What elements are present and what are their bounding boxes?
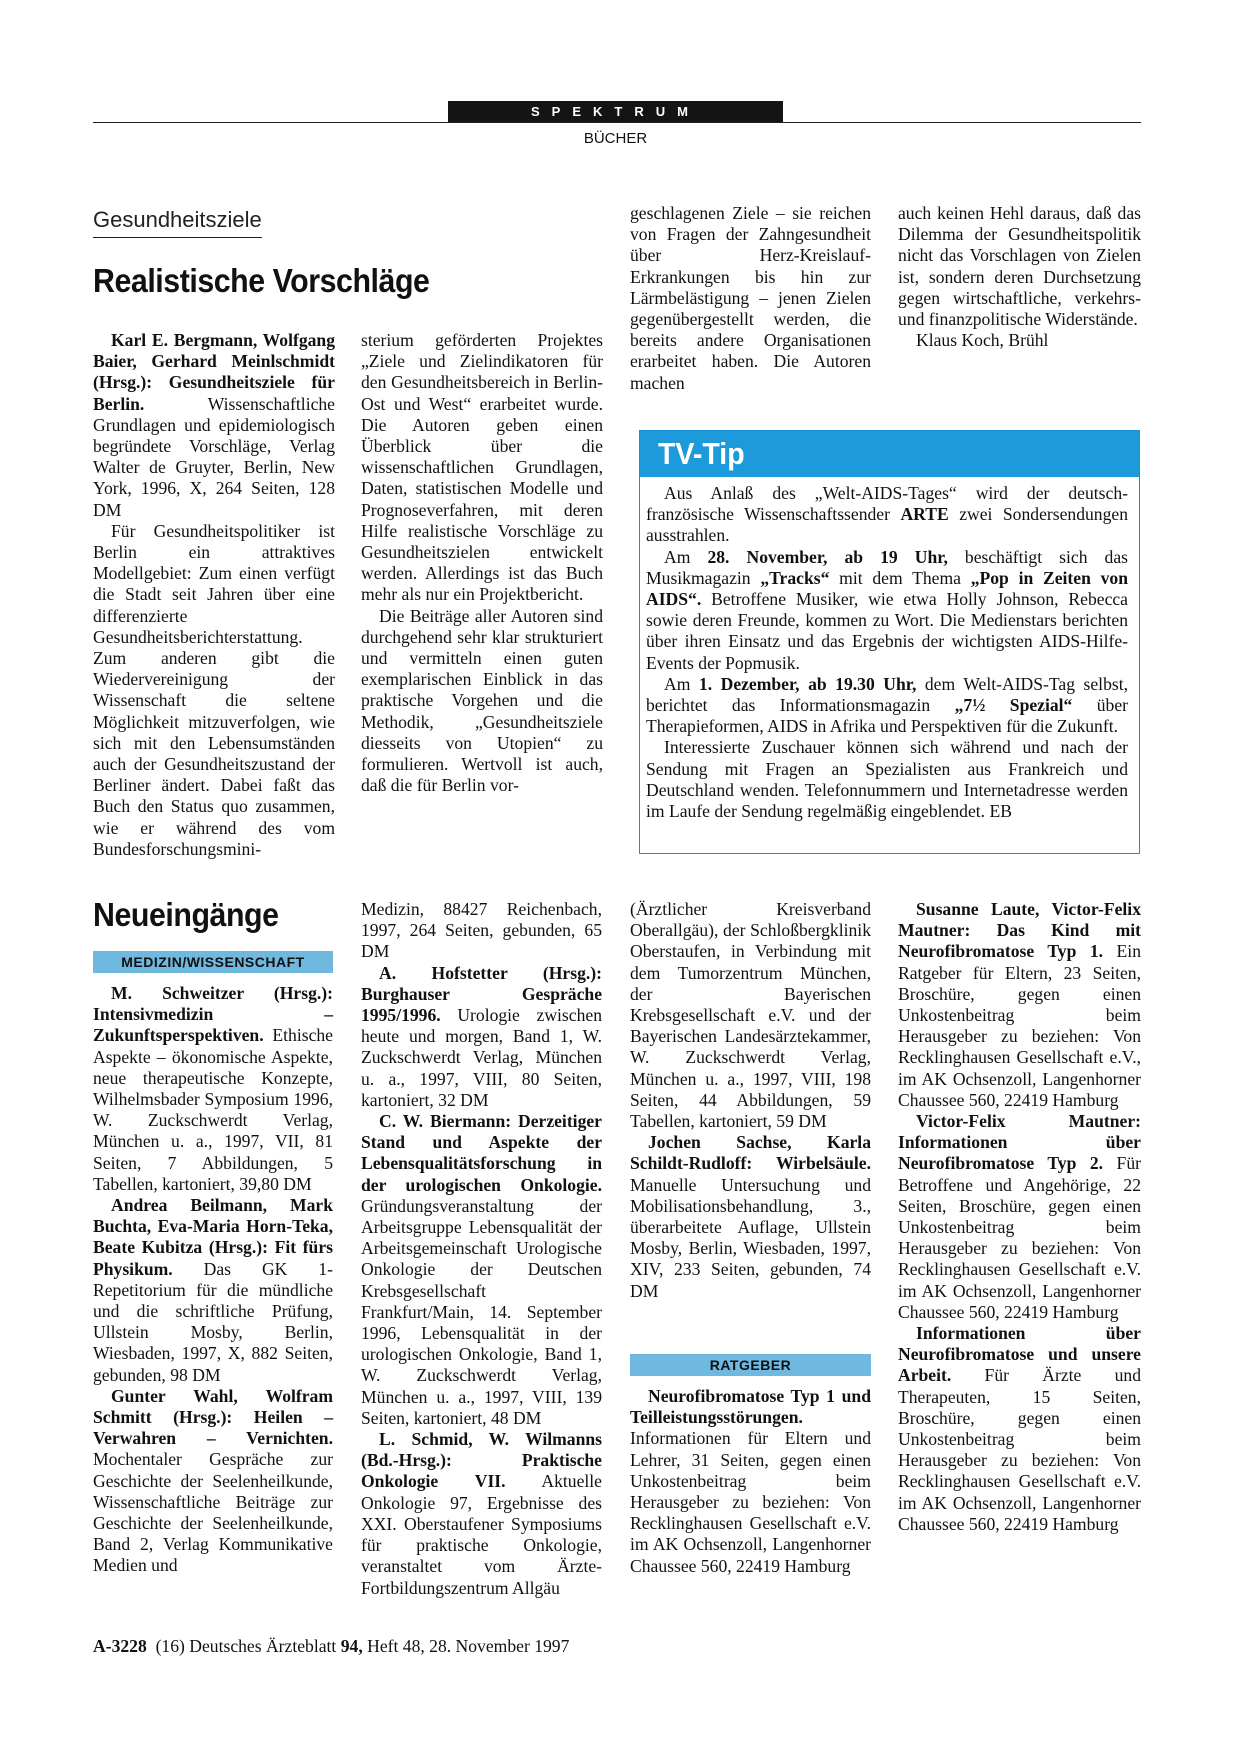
article-column-4	[898, 203, 1141, 351]
paragraph: Die Beiträge aller Autoren sind durchgehend sehr klar strukturiert und vermitteln einen guten exemplarischen Einblick in das praktische Vorgehen und die Methodik, „Gesundheitsziele diesseits von Utopien“ zu formulieren. Wertvoll ist auch, daß die für Berlin vor-	[361, 605, 603, 796]
list-item: L. Schmid, W. Wilmanns (Bd.-Hrsg.): Praktische Onkologie VII. Aktuelle Onkologie 97, Ergebnisse des XXI. Oberstaufener Symposiums für praktische Onkologie, veranstaltet vom Ärzte-Fortbildungszentrum Allgäu	[361, 1429, 602, 1598]
paragraph: Interessierte Zuschauer können sich während und nach der Sendung mit Fragen an Spezialisten aus Frankreich und Deutschland wenden. Telefonnummern und Internetadresse werden im Laufe der Sendung regelmäßig eingeblendet. EB	[646, 737, 1128, 822]
article-headline: Realistische Vorschläge	[93, 262, 430, 299]
category-ratgeber: RATGEBER	[630, 1354, 871, 1376]
section-bar: SPEKTRUM	[448, 101, 783, 123]
page-code: A-3228	[93, 1636, 147, 1656]
article-kicker: Gesundheitsziele	[93, 207, 262, 238]
paragraph: Am 28. November, ab 19 Uhr, beschäftigt sich das Musikmagazin „Tracks“ mit dem Thema „Pop in Zeiten von AIDS“. Betroffene Musiker, wie etwa Holly Johnson, Rebecca sowie deren Freunde, kommen zu Wort. Die Medienstars berichten über ihren Einsatz und das Ergebnis der wichtigsten AIDS-Hilfe-Events der Popmusik.	[646, 546, 1128, 673]
tv-tip-body	[646, 483, 1128, 822]
section-label: BÜCHER	[583, 130, 648, 147]
page-footer: A-3228 (16) Deutsches Ärzteblatt 94, Heft 48, 28. November 1997	[93, 1636, 570, 1656]
paragraph: Für Gesundheitspolitiker ist Berlin ein attraktives Modellgebiet: Zum einen verfügt die Stadt seit Jahren über eine differenzierte Gesundheitsberichterstattung. Zum anderen gibt die Wiedervereinigung der Wissenschaft die seltene Möglichkeit mitzuverfolgen, wie sich mit den Lebensumständen auch der Gesundheitszustand der Berliner ändert. Dabei faßt das Buch den Status quo zusammen, wie er während des vom Bundesforschungsmini-	[93, 520, 335, 859]
list-item: Victor-Felix Mautner: Informationen über Neurofibromatose Typ 2. Für Betroffene und Angehörige, 22 Seiten, Broschüre, gegen einen Unkostenbeitrag beim Herausgeber zu beziehen: Von Recklinghausen Gesellschaft e.V. im AK Ochsenzoll, Langenhorner Chaussee 560, 22419 Hamburg	[898, 1111, 1142, 1322]
tv-tip-box	[639, 430, 1140, 854]
list-item: Gunter Wahl, Wolfram Schmitt (Hrsg.): Heilen – Verwahren – Vernichten. Mochentaler Gespräche zur Geschichte der Seelenheilkunde, Wissenschaftliche Beiträge zur Geschichte der Seelenheilkunde, Band 2, Verlag Kommunikative Medien und	[93, 1385, 333, 1576]
list-item: Neurofibromatose Typ 1 und Teilleistungsstörungen. Informationen für Eltern und Lehrer, 31 Seiten, gegen einen Unkostenbeitrag beim Herausgeber zu beziehen: Von Recklinghausen Gesellschaft e.V. im AK Ochsenzoll, Langenhorner Chaussee 560, 22419 Hamburg	[630, 1386, 871, 1576]
volume-number: 94,	[340, 1636, 363, 1656]
ratgeber-column	[630, 1386, 871, 1577]
list-item: Jochen Sachse, Karla Schildt-Rudloff: Wirbelsäule. Manuelle Untersuchung und Mobilisationsbehandlung, 3., überarbeitete Auflage, Ullstein Mosby, Berlin, Wiesbaden, 1997, XIV, 233 Seiten, gebunden, 74 DM	[630, 1132, 871, 1301]
paragraph: auch keinen Hehl daraus, daß das Dilemma der Gesundheitspolitik nicht das Vorschlagen von Zielen ist, sondern deren Durchsetzung gegen wirtschaftliche, verkehrs- und finanzpolitische Widerstände.	[898, 203, 1141, 330]
neueingaenge-column-4	[898, 899, 1141, 1535]
paragraph: Am 1. Dezember, ab 19.30 Uhr, dem Welt-AIDS-Tag selbst, berichtet das Informationsmagazin „7½ Spezial“ über Therapieformen, AIDS in Afrika und Perspektiven für die Zukunft.	[646, 673, 1129, 737]
tv-tip-title: TV-Tip	[658, 436, 745, 471]
list-item: C. W. Biermann: Derzeitiger Stand und Aspekte der Lebensqualitätsforschung in der urologischen Onkologie. Gründungsveranstaltung der Arbeitsgruppe Lebensqualität der Arbeitsgemeinschaft Urologische Onkologie der Deutschen Krebsgesellschaft Frankfurt/Main, 14. September 1996, Lebensqualität in der urologischen Onkologie, Band 1, W. Zuckschwerdt Verlag, München u. a., 1997, VIII, 139 Seiten, kartoniert, 48 DM	[361, 1111, 602, 1428]
article-author: Klaus Koch, Brühl	[916, 330, 1049, 351]
paragraph: geschlagenen Ziele – sie reichen von Fragen der Zahngesundheit über Herz-Kreislauf-Erkrankungen bis hin zur Lärmbelästigung – jenen Zielen gegenübergestellt werden, die bereits andere Organisationen erarbeitet haben. Die Autoren machen	[630, 203, 871, 393]
tv-tip-header	[640, 431, 1139, 477]
neueingaenge-column-3	[630, 899, 871, 1302]
book-reference-details: Wissenschaftliche Grundlagen und epidemiologisch begründete Vorschläge, Verlag Walter de Gruyter, Berlin, New York, 1996, X, 264 Seiten, 128 DM	[93, 393, 335, 520]
list-item: Medizin, 88427 Reichenbach, 1997, 264 Seiten, gebunden, 65 DM	[361, 899, 602, 962]
paragraph: sterium geförderten Projektes „Ziele und Zielindikatoren für den Gesundheitsbereich in Berlin-Ost und West“ erarbeitet wurde. Die Autoren geben einen Überblick über die wissenschaftlichen Grundlagen, Daten, statistischen Modelle und Prognoseverfahren, mit deren Hilfe realistische Vorschläge zu Gesundheitszielen entwickelt werden. Allerdings ist das Buch mehr als nur ein Projektbericht.	[361, 330, 603, 605]
book-reference-title: Karl E. Bergmann, Wolfgang Baier, Gerhard Meinlschmidt (Hrsg.): Gesundheitsziele für Berlin.	[93, 330, 335, 414]
list-item: Informationen über Neurofibromatose und unsere Arbeit. Für Ärzte und Therapeuten, 15 Seiten, Broschüre, gegen einen Unkostenbeitrag beim Herausgeber zu beziehen: Von Recklinghausen Gesellschaft e.V. im AK Ochsenzoll, Langenhorner Chaussee 560, 22419 Hamburg	[898, 1323, 1141, 1534]
header-rule	[93, 122, 1141, 123]
neueingaenge-title: Neueingänge	[93, 896, 279, 933]
list-item: M. Schweitzer (Hrsg.): Intensivmedizin – Zukunftsperspektiven. Ethische Aspekte – ökonomische Aspekte, neue therapeutische Konzepte, Wilhelmsbader Symposium 1996, W. Zuckschwerdt Verlag, München u. a., 1997, VII, 81 Seiten, 7 Abbildungen, 5 Tabellen, kartoniert, 39,80 DM	[93, 983, 333, 1194]
article-column-3	[630, 203, 871, 394]
list-item: Andrea Beilmann, Mark Buchta, Eva-Maria Horn-Teka, Beate Kubitza (Hrsg.): Fit fürs Physikum. Das GK 1-Repetitorium für die mündliche und die schriftliche Prüfung, Ullstein Mosby, Berlin, Wiesbaden, 1997, X, 882 Seiten, gebunden, 98 DM	[93, 1195, 333, 1385]
article-column-2	[361, 330, 603, 796]
list-item: Susanne Laute, Victor-Felix Mautner: Das Kind mit Neurofibromatose Typ 1. Ein Ratgeber für Eltern, 23 Seiten, Broschüre, gegen einen Unkostenbeitrag beim Herausgeber zu beziehen: Von Recklinghausen Gesellschaft e.V., im AK Ochsenzoll, Langenhorner Chaussee 560, 22419 Hamburg	[898, 899, 1141, 1110]
neueingaenge-column-2	[361, 899, 602, 1599]
list-item: A. Hofstetter (Hrsg.): Burghauser Gespräche 1995/1996. Urologie zwischen heute und morgen, Band 1, W. Zuckschwerdt Verlag, München u. a., 1997, VIII, 80 Seiten, kartoniert, 32 DM	[361, 962, 602, 1110]
article-column-1	[93, 330, 335, 860]
neueingaenge-column-1	[93, 983, 333, 1577]
paragraph: Aus Anlaß des „Welt-AIDS-Tages“ wird der deutsch-französische Wissenschaftssender ARTE zwei Sondersendungen ausstrahlen.	[646, 483, 1128, 546]
category-medizin-wissenschaft: MEDIZIN/WISSENSCHAFT	[93, 951, 333, 973]
list-item: (Ärztlicher Kreisverband Oberallgäu), der Schloßbergklinik Oberstaufen, in Verbindung mit dem Tumorzentrum München, der Bayerischen Krebsgesellschaft e.V. und der Bayerischen Landesärztekammer, W. Zuckschwerdt Verlag, München u. a., 1997, VIII, 198 Seiten, 44 Abbildungen, 59 Tabellen, kartoniert, 59 DM	[630, 899, 871, 1132]
